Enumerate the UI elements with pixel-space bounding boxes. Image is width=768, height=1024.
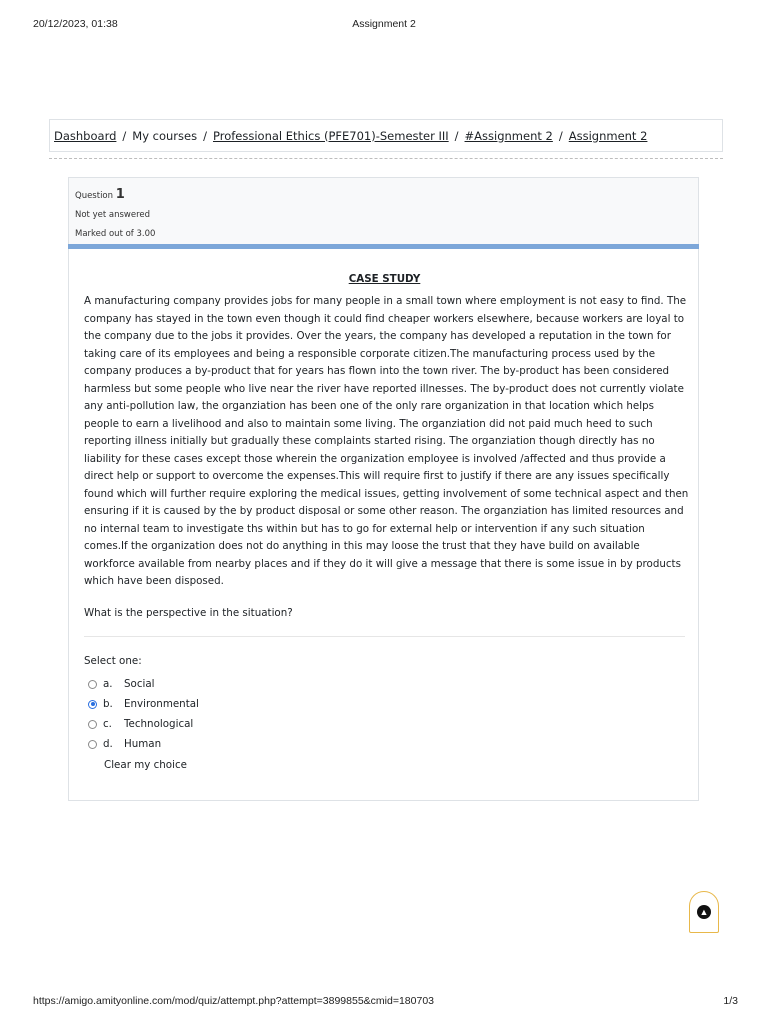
radio-a[interactable] [88, 680, 97, 689]
answer-options [88, 674, 199, 754]
answer-text: Human [124, 738, 162, 750]
question-state: Not yet answered [75, 210, 151, 220]
clear-choice-link[interactable]: Clear my choice [104, 759, 187, 771]
answer-letter: c. [103, 718, 112, 730]
answer-text: Environmental [124, 698, 199, 710]
breadcrumb-current-link[interactable]: Assignment 2 [568, 128, 648, 143]
back-to-top-button[interactable] [689, 891, 719, 933]
question-content [68, 249, 699, 801]
print-url: https://amigo.amityonline.com/mod/quiz/attempt.php?attempt=3899855&cmid=180703 [33, 995, 434, 1007]
print-page-number: 1/3 [723, 995, 738, 1007]
breadcrumb-separator: / [122, 128, 127, 143]
answer-option-c[interactable] [88, 714, 199, 734]
breadcrumb-section-link[interactable]: #Assignment 2 [464, 128, 553, 143]
breadcrumb-separator: / [454, 128, 459, 143]
question-label: Question [75, 191, 114, 201]
case-study-title: CASE STUDY [348, 273, 421, 285]
breadcrumb [49, 119, 723, 152]
answer-option-d[interactable] [88, 734, 199, 754]
question-info [68, 177, 699, 244]
breadcrumb-separator: / [558, 128, 563, 143]
print-doc-title: Assignment 2 [352, 18, 416, 30]
answer-text: Social [124, 678, 155, 690]
answer-letter: d. [103, 738, 113, 750]
question-text: What is the perspective in the situation? [84, 607, 293, 619]
breadcrumb-separator: / [203, 128, 207, 143]
header-divider [49, 158, 723, 159]
breadcrumb-dashboard-link[interactable]: Dashboard [54, 128, 117, 143]
answer-option-a[interactable] [88, 674, 199, 694]
answer-option-b[interactable] [88, 694, 199, 714]
question-number [75, 184, 698, 206]
radio-b[interactable] [88, 700, 97, 709]
radio-c[interactable] [88, 720, 97, 729]
question-grade: Marked out of 3.00 [75, 229, 156, 239]
radio-d[interactable] [88, 740, 97, 749]
print-header [0, 18, 768, 32]
question-number-value: 1 [115, 187, 125, 202]
answer-letter: b. [103, 698, 113, 710]
question-divider [84, 636, 685, 637]
chevron-up-icon: ▲ [697, 905, 711, 919]
case-study-text: A manufacturing company provides jobs for many people in a small town where employment is not easy to find. The company has stayed in the town even though it could find cheaper workers elsewhere, because workers are loyal to the company due to the jobs it provides. Over the years, the company has developed a reputation in the town for taking care of its employees and being a responsible corporate citizen.The manufacturing process used by the company produces a by-product that for years has flown into the town river. The by-product has been considered harmless but some people who live near the river have reported illnesses. The by-product does not currently violate any anti-pollution law, the organziation has been one of the only rare organization in that location which helps people to earn a livelihood and also to maintain some living. The organziation did not paid much heed to such reporting illness initially but gradually these complaints started rising. The organziation though directly has no liability for these cases except those wherein the organization employee is involved /affected and thus provide a direct help or support to overcome the expenses.This will require first to justify if there are any issues specifically found which will further require exploring the medical issues, getting involvement of some technical aspect and then ensuring if it is caused by the by product disposal or some other reason. The organziation has limited resources and no internal team to investigate ths within but has to go for external help or intervention if any such situation comes.If the organization does not do anything in this may loose the trust that they have build on available workforce available from nearby places and if they do it will give a message that there is some issue in by products which have been disposed. [84, 295, 689, 587]
breadcrumb-my-courses: My courses [132, 128, 198, 143]
select-one-label: Select one: [84, 655, 142, 667]
breadcrumb-course-link[interactable]: Professional Ethics (PFE701)-Semester III [212, 128, 449, 143]
print-datetime: 20/12/2023, 01:38 [33, 18, 118, 30]
answer-text: Technological [124, 718, 194, 730]
answer-letter: a. [103, 678, 113, 690]
